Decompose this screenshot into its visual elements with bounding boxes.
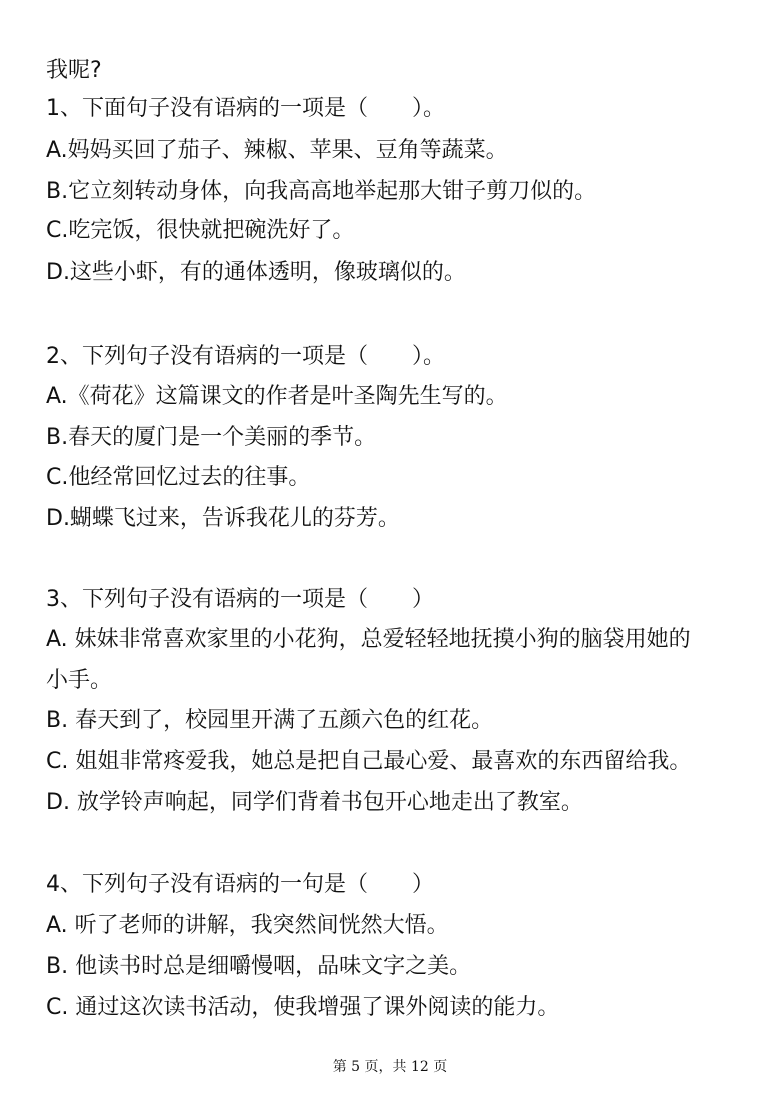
question-4-option-b: B. 他读书时总是细嚼慢咽，品味文字之美。: [46, 954, 472, 979]
question-2-stem: 2、下列句子没有语病的一项是（ ）。: [46, 344, 445, 369]
text-line: 我呢?: [46, 58, 102, 83]
question-3-stem: 3、下列句子没有语病的一项是（ ）: [46, 587, 434, 612]
question-3-option-c: C. 姐姐非常疼爱我，她总是把自己最心爱、最喜欢的东西留给我。: [46, 749, 692, 774]
question-1-option-d: D.这些小虾，有的通体透明，像玻璃似的。: [46, 260, 466, 285]
question-4-stem: 4、下列句子没有语病的一句是（ ）: [46, 872, 434, 897]
question-3-option-d: D. 放学铃声响起，同学们背着书包开心地走出了教室。: [46, 790, 583, 815]
question-3-option-b: B. 春天到了，校园里开满了五颜六色的红花。: [46, 708, 494, 733]
question-1-option-c: C.吃完饭，很快就把碗洗好了。: [46, 218, 355, 243]
question-1-stem: 1、下面句子没有语病的一项是（ ）。: [46, 96, 445, 121]
question-2-option-a: A.《荷花》这篇课文的作者是叶圣陶先生写的。: [46, 384, 508, 409]
question-3-option-a-continued: 小手。: [46, 668, 113, 693]
question-1-option-b: B.它立刻转动身体，向我高高地举起那大钳子剪刀似的。: [46, 179, 597, 204]
question-1-option-a: A.妈妈买回了茄子、辣椒、苹果、豆角等蔬菜。: [46, 138, 508, 163]
question-3-option-a: A. 妹妹非常喜欢家里的小花狗，总爱轻轻地抚摸小狗的脑袋用她的: [46, 627, 691, 652]
question-4-option-a: A. 听了老师的讲解，我突然间恍然大悟。: [46, 913, 449, 938]
question-2-option-d: D.蝴蝶飞过来，告诉我花儿的芬芳。: [46, 506, 400, 531]
page-footer: 第 5 页，共 12 页: [332, 1059, 448, 1075]
question-2-option-b: B.春天的厦门是一个美丽的季节。: [46, 425, 377, 450]
question-2-option-c: C.他经常回忆过去的往事。: [46, 465, 311, 490]
question-4-option-c: C. 通过这次读书活动，使我增强了课外阅读的能力。: [46, 995, 560, 1020]
